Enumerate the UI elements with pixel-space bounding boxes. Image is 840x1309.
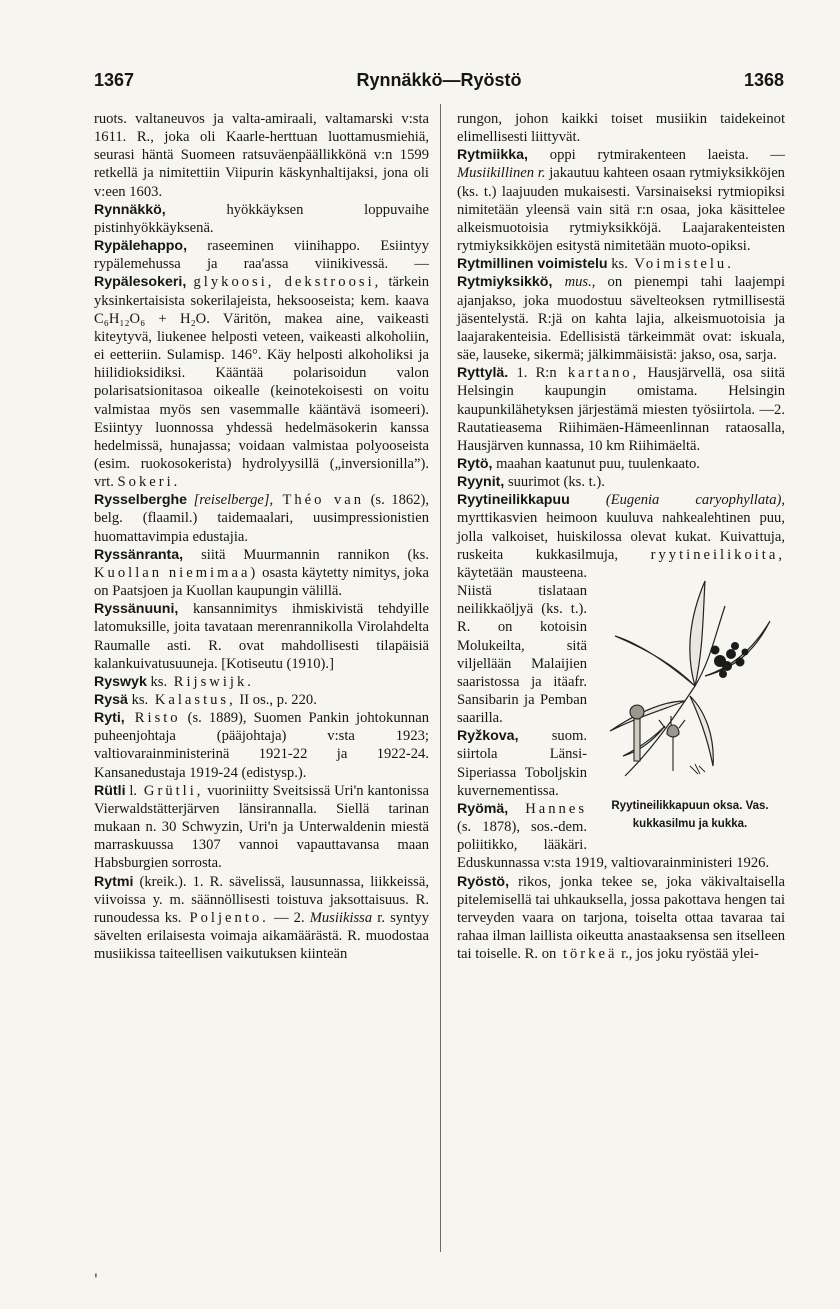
entry-rypalehappo: Rypälehappo, raseeminen viinihappo. Esiintyy rypälemehussa ja raa'assa viinikivessä. — Rypälesokeri, glykoosi, dekstroosi, tärkein yksinkertaisista sokerilajeista, heksooseista; kem. kaava C₆H₁₂O₆ + H₂O. Väritön, makea aine, vaikeasti kiteytyvä, liukenee helposti veteen, vaikeasti alkoholiin, ei eetteriin. Sulamisp. 146°. Käy helposti alkoholiksi ja hiilidioksidiksi. Kääntää polarisoidun valon polarisatsionitasoa oikealle (keinotekoisesti on voitu valmistaa myös sen vasemmalle kääntävä isomeeri). Esiintyy luonnossa yhdessä hedelmäsokerin kanssa hedelmissä, hunajassa; voidaan valmistaa polyooseista (esim. ruokosokerista) hydrolyysillä („inversionilla”). vrt. Sokeri.	[94, 238, 430, 491]
entry-ryssanuuni: Ryssänuuni, kansannimitys ihmiskivistä tehdyille latomuksille, joita tavataan merenrannikolla Virolahdelta Raumalle asti. R. ovat mahdollisesti tilapäisiä kalankuivatusuuneja. [Kotiseutu (1910).]	[94, 601, 429, 672]
entry-rytmiikka: Rytmiikka, oppi rytmirakenteen laeista. — Musiikillinen r. jakautuu kahteen osaan rytmiyksikköjen (ks. t.) laajuuden mukaisesti. Varsinaiseksi rytmiopiksi nimitetään yleensä vain sitä r:n osaa, joka käsittelee alkeismuotoisia rytmiyksikköjä. Laajarakenteisten rytmiyksikköjen esitystä nimitetään muoto-opiksi.	[457, 147, 785, 255]
right-column	[457, 110, 785, 963]
left-column	[94, 110, 429, 963]
entry-ryti: Ryti, Risto (s. 1889), Suomen Pankin johtokunnan puheenjohtaja (pääjohtaja) v:sta 1923; valtiovarainministerinä 1921-22 ja 1922-24. Kansanedustaja 1919-24 (edistysp.).	[94, 710, 429, 781]
entry-ryoma: Ryömä, Hannes (s. 1878), sos.-dem. poliitikko, lääkäri. Eduskunnassa v:sta 1919, valtiovarainministeri 1926.	[457, 800, 770, 872]
entry-ryttyla: Ryttylä. 1. R:n kartano, Hausjärvellä, osa siitä Helsingin kaupungin omistama. Helsingin kaupunkilähetyksen järjestämä miesten työsiirtola. —2. Rautatieasema Riihimäen-Hämeenlinnan rataosalla, Hausjärven kunnassa, 10 km Riihimäeltä.	[457, 365, 785, 454]
entry-rytmiyksikko: Rytmiyksikkö, mus., on pienempi tahi laajempi ajanjakso, joka muodostuu sävelteoksen rytmillisestä jäsentelystä. R:jä on kahta lajia, alkeismuotoisia ja laajarakenteisia. Edellisistä tärkeimmät ovat: iskuala, säe, lauseke, sikermä; jälkimmäisistä: jakso, osa, sarja.	[457, 274, 785, 364]
entry-rynnakko: Rynnäkkö, hyökkäyksen loppuvaihe pistinhyökkäyksenä.	[94, 201, 429, 236]
clove-figure	[595, 566, 785, 832]
page-header	[94, 70, 784, 100]
entry-rysa: Rysä ks. Kalastus, II os., p. 220.	[94, 692, 317, 708]
entry-ryto: Rytö, maahan kaatunut puu, tuulenkaato.	[457, 455, 700, 472]
column-divider	[440, 104, 441, 1252]
page-number-right: 1368	[743, 70, 784, 90]
page-number-left: 1367	[94, 70, 135, 90]
entry-ruots: ruots. valtaneuvos ja valta-amiraali, valtamarski v:sta 1611. R., joka oli Kaarle-herttuan luottamusmiehiä, seurasi häntä Suomeen ratsuväenpäällikkönä v:n 1599 retkellä ja nimitettiin Viipurin käskynhaltijaksi, jona oli v:een 1603.	[94, 111, 429, 200]
entry-rungon: rungon, johon kaikki toiset musiikin taidekeinot elimellisesti liittyvät.	[457, 111, 785, 146]
entry-ryzkova: Ryžkova, suom. siirtola Länsi-Siperiassa Toboljskin kuvernementissa.	[457, 728, 587, 799]
entry-ryytineilikkapuu: Ryytineilikkapuu (Eugenia caryophyllata), myrttikasvien heimoon kuuluva nahkealehtinen puu, jolla valkoiset, huiskilossa olevat kukat. Kuivattuja, ruskeita kukkasilmuja, Ryytineilikkapuun oksa. Vas. kukkasilmu ja kukka. ryytineilikoita, käytetään mausteena. Niistä tislataan neilikkaöljyä (ks. t.). R. on kotoisin Molukeilta, sitä viljellään Malaijien saaristossa ja itäafr. Sansibarin ja Pemban saarilla.	[457, 491, 785, 727]
entry-rytmi: Rytmi (kreik.). 1. R. sävelissä, lausunnassa, liikkeissä, viivoissa y. m. säännöllisesti toistuva jaksottaisuus. R. runoudessa ks. Poljento. — 2. Musiikissa r. syntyy sävelten erilaisesta voimaja aikamäärästä. R. muodostaa musiikissa taiteellisen vaikutuksen kiinteän	[94, 873, 430, 963]
entry-ryynit: Ryynit, suurimot (ks. t.).	[457, 474, 605, 491]
page-title: Rynnäkkö—Ryöstö	[356, 70, 522, 90]
figure-caption: Ryytineilikkapuun oksa. Vas. kukkasilmu ja kukka.	[611, 799, 769, 831]
entry-rytmillinen-voimistelu: Rytmillinen voimistelu ks. Voimistelu.	[457, 256, 734, 273]
footer-mark: '	[94, 1272, 98, 1288]
entry-ryosto: Ryöstö, rikos, jonka tekee se, joka väkivaltaisella pitelemisellä tai uhkauksella, jossa pakottava hengen tai terveyden vaara on tarjona, toiselta ottaa tavaraa tai rahaa ilman laillista oikeutta anastaaksensa sen itselleen tai toiselle. R. on törkeä r., jos joku ryöstää ylei-	[457, 873, 785, 963]
entry-ryswyk: Ryswyk ks. Rijswijk.	[94, 673, 254, 690]
entry-rysselberghe: Rysselberghe [reiselberge], Théo van (s. 1862), belg. (flaamil.) taidemaalari, uusimpressionistien huomattavimpia edustajia.	[94, 492, 429, 545]
clove-branch-illustration	[595, 566, 785, 796]
entry-rutli: Rütli l. Grütli, vuoriniitty Sveitsissä Uri'n kantonissa Vierwaldstätterjärven länsirannalla. Siellä tarinan mukaan n. 30 Schwyzin, Uri'n ja Unterwaldenin miestä marraskuussa 1307 vannoi vapauttavansa maan Habsburgien sorrosta.	[94, 782, 429, 872]
entry-ryssanranta: Ryssänranta, siitä Muurmannin rannikon (ks. Kuollan niemimaa) osasta käytetty nimitys, joka on Paatsjoen ja Kuollan kaupungin välillä.	[94, 546, 429, 600]
